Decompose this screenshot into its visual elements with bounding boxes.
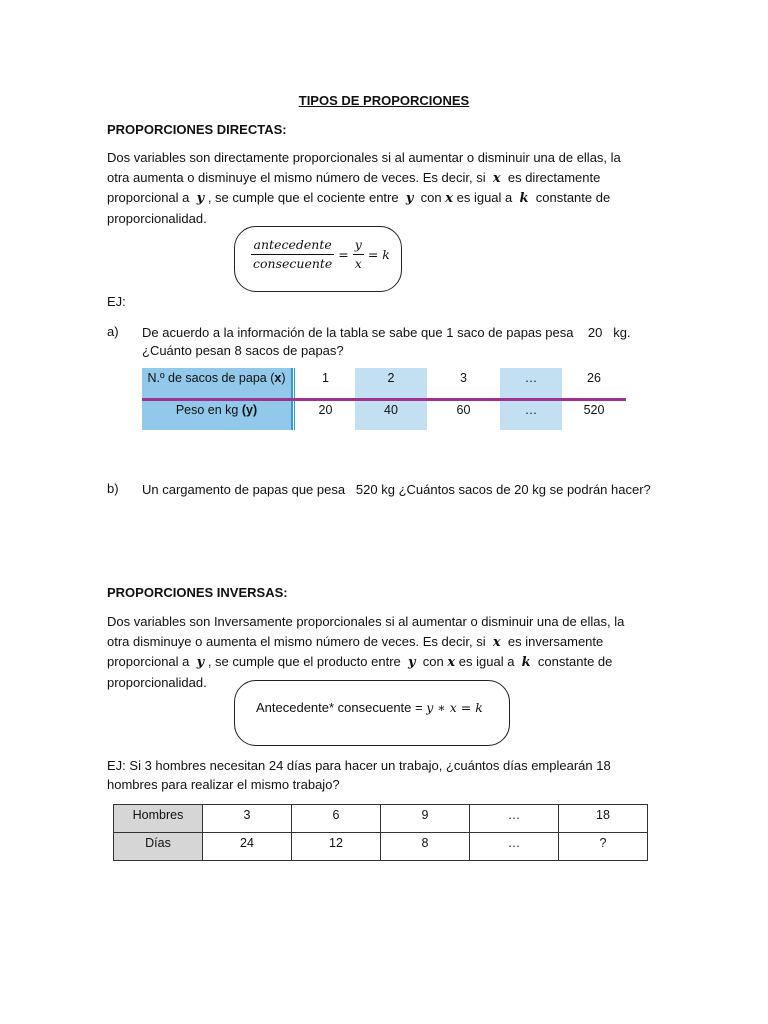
ej2-text: [107, 756, 647, 794]
table-cell: 60: [456, 403, 471, 417]
table-header-sacos: N.º de sacos de papa (x): [147, 371, 286, 385]
table-cell: 26: [587, 371, 601, 385]
table-row: [114, 833, 648, 861]
paragraph-line: Dos variables son directamente proporcionales si al aumentar o disminuir una de ellas, la: [107, 150, 621, 165]
paragraph-line: proporcionalidad.: [107, 674, 207, 690]
fraction-antecedente-consecuente: $\frac{\text{antecedente}}{\text{consecuente}}$: [253, 237, 333, 271]
item-b-text: Un cargamento de papas que pesa 520 kg ¿Cuántos sacos de 20 kg se podrán hacer?: [142, 482, 651, 497]
table-row-separator: [142, 398, 626, 401]
table-cell: 2: [387, 371, 395, 385]
table-header-dias: Días: [114, 833, 203, 861]
ej2-line2: hombres para realizar el mismo trabajo?: [107, 777, 340, 792]
table-cell: 12: [292, 833, 381, 861]
table-row: [114, 805, 648, 833]
item-a-label: a): [107, 324, 119, 339]
table-cell: ?: [559, 833, 648, 861]
table-hombres-dias: [113, 804, 648, 861]
table-cell: …: [470, 833, 559, 861]
table-cell: 40: [384, 403, 398, 417]
page-title: TIPOS DE PROPORCIONES: [298, 93, 470, 108]
table-cell: 6: [292, 805, 381, 833]
table-cell: 18: [559, 805, 648, 833]
section-heading-directas: PROPORCIONES DIRECTAS:: [107, 122, 287, 137]
table-cell: …: [470, 805, 559, 833]
table-cell: …: [524, 371, 538, 385]
item-a-line2: ¿Cuánto pesan 8 sacos de papas?: [142, 342, 344, 358]
item-b-label: b): [107, 481, 119, 496]
ej2-line1: EJ: Si 3 hombres necesitan 24 días para hacer un trabajo, ¿cuántos días emplearán 18: [107, 758, 611, 773]
fraction-y-x: $\frac{y}{x}$: [354, 237, 362, 271]
table-cell: 3: [460, 371, 467, 385]
table-cell: 520: [583, 403, 605, 417]
table-cell: 3: [203, 805, 292, 833]
table-cell: 20: [318, 403, 333, 417]
paragraph-line: proporcionalidad.: [107, 210, 207, 226]
ej-label: EJ:: [107, 294, 126, 309]
table-header-hombres: Hombres: [114, 805, 203, 833]
paragraph-line: otra disminuye o aumenta el mismo número de veces. Es decir, si x es inversamente: [107, 633, 604, 650]
formula-box-inversas: [234, 680, 510, 746]
table-cell: 9: [381, 805, 470, 833]
paragraph-line: proporcional a y , se cumple que el producto entre y con x es igual a k constante de: [107, 654, 613, 670]
table-header-peso: Peso en kg (y): [175, 403, 258, 417]
paragraph-line: otra aumenta o disminuye el mismo número de veces. Es decir, si x es directamente: [107, 169, 601, 186]
paragraph-line: proporcional a y , se cumple que el cociente entre y con x es igual a k constante de: [107, 190, 611, 206]
table-cell: 8: [381, 833, 470, 861]
table-cell: 24: [203, 833, 292, 861]
section-heading-inversas: PROPORCIONES INVERSAS:: [107, 585, 288, 600]
item-a-line1: De acuerdo a la información de la tabla se sabe que 1 saco de papas pesa 20 kg.: [142, 325, 631, 340]
paragraph-line: Dos variables son Inversamente proporcionales si al aumentar o disminuir una de ellas, la: [107, 614, 625, 629]
table-cell: …: [524, 403, 538, 417]
formula-directas: $\frac{\text{antecedente}}{\text{consecuente}}$ = $\frac{y}{x}$ = k: [253, 237, 390, 271]
table-cell: 1: [322, 371, 329, 385]
formula-inversas: Antecedente* consecuente = y ∗ x = k: [256, 700, 483, 715]
